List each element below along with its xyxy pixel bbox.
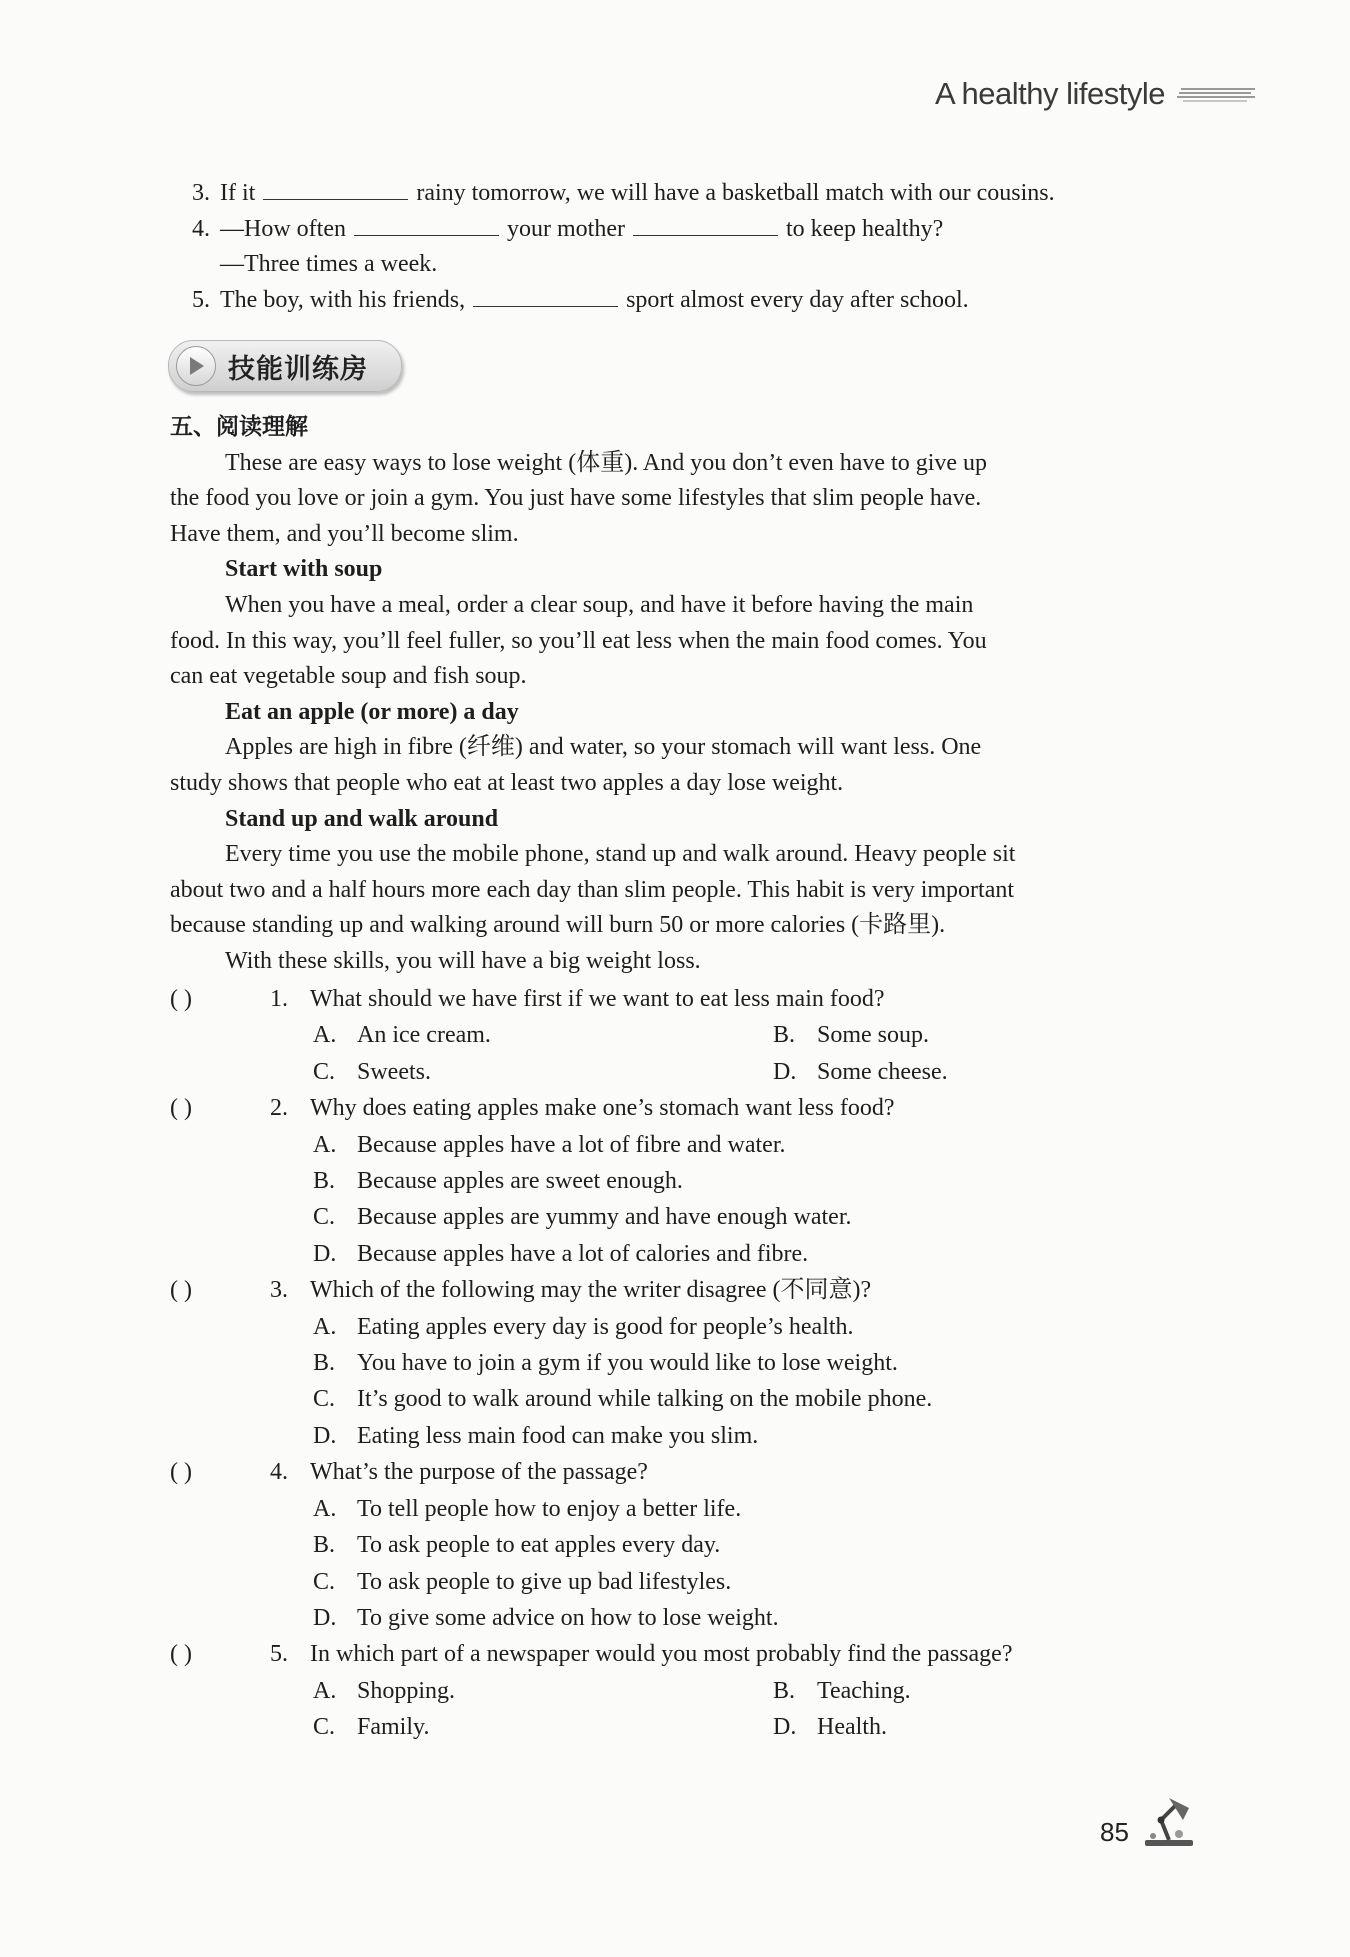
option-c[interactable]: C. Because apples are yummy and have enough water. [313, 1204, 852, 1231]
question-text: Why does eating apples make one’s stomach want less food? [310, 1095, 895, 1122]
passage-line: These are easy ways to lose weight (体重). And you don’t even have to give up [225, 449, 988, 476]
option-b[interactable]: B. You have to join a gym if you would like to lose weight. [313, 1350, 898, 1377]
option-d[interactable]: D. Some cheese. [773, 1058, 948, 1085]
passage-line: food. In this way, you’ll feel fuller, so you’ll eat less when the main food comes. You [170, 627, 987, 654]
option-b[interactable]: B. Because apples are sweet enough. [313, 1168, 683, 1195]
question-text: What should we have first if we want to eat less main food? [310, 986, 885, 1012]
option-a[interactable]: A. Because apples have a lot of fibre and water. [313, 1131, 786, 1158]
passage-line: When you have a meal, order a clear soup, and have it before having the main [225, 591, 974, 618]
section-badge [168, 340, 402, 392]
passage-heading: Start with soup [225, 556, 383, 583]
exercise-item-4: 4. —How often your mother to keep healthy? [192, 215, 944, 242]
answer-blank[interactable] [354, 217, 499, 236]
option-c[interactable]: C. To ask people to give up bad lifestyles. [313, 1568, 732, 1595]
question-text: Which of the following may the writer disagree (不同意)? [310, 1277, 872, 1304]
fill-blank-exercise [170, 176, 1200, 318]
answer-blank[interactable] [473, 288, 618, 307]
answer-bracket[interactable]: ( ) [170, 1641, 192, 1668]
exercise-item-4-reply: —Three times a week. [220, 251, 438, 278]
answer-bracket[interactable]: ( ) [170, 1459, 192, 1486]
option-c[interactable]: C. It’s good to walk around while talking on the mobile phone. [313, 1386, 933, 1413]
option-b[interactable]: B. To ask people to eat apples every day. [313, 1532, 721, 1559]
header-lines-decoration [1177, 83, 1255, 105]
page-number: 85 [1100, 1817, 1129, 1847]
option-a[interactable]: A. Eating apples every day is good for people’s health. [313, 1313, 854, 1340]
answer-bracket[interactable]: ( ) [170, 1277, 192, 1304]
question-2: ( ) 2. Why does eating apples make one’s stomach want less food? [170, 1090, 1200, 1126]
exercise-item-5: 5. The boy, with his friends, sport almost every day after school. [192, 286, 969, 313]
option-c[interactable]: C. Sweets. [313, 1058, 431, 1085]
passage-line: about two and a half hours more each day than slim people. This habit is very important [170, 876, 1015, 903]
section-badge-label: 技能训练房 [228, 353, 368, 385]
question-list [170, 981, 1200, 1746]
question-1: ( ) 1. What should we have first if we want to eat less main food? [170, 981, 1200, 1017]
passage-heading: Eat an apple (or more) a day [225, 698, 519, 725]
question-4: ( ) 4. What’s the purpose of the passage? [170, 1454, 1200, 1490]
passage-line: the food you love or join a gym. You just have some lifestyles that slim people have. [170, 485, 982, 512]
option-d[interactable]: D. Eating less main food can make you slim. [313, 1422, 759, 1449]
exercise-item-3: 3. If it rainy tomorrow, we will have a basketball match with our cousins. [192, 180, 1055, 206]
answer-blank[interactable] [263, 181, 408, 200]
option-b[interactable]: B. Teaching. [773, 1677, 911, 1704]
passage-line: because standing up and walking around will burn 50 or more calories (卡路里). [170, 912, 946, 939]
passage-heading: Stand up and walk around [225, 805, 499, 832]
answer-bracket[interactable]: ( ) [170, 1095, 192, 1122]
passage-line: study shows that people who eat at least two apples a day lose weight. [170, 769, 844, 796]
passage-line: Apples are high in fibre (纤维) and water, so your stomach will want less. One [225, 734, 982, 761]
reading-passage [170, 410, 1200, 980]
answer-bracket[interactable]: ( ) [170, 986, 192, 1012]
question-5: ( ) 5. In which part of a newspaper would you most probably find the passage? [170, 1636, 1200, 1672]
chapter-title: A healthy lifestyle [934, 76, 1165, 111]
question-text: What’s the purpose of the passage? [310, 1459, 648, 1486]
page-header [935, 76, 1255, 112]
question-3: ( ) 3. Which of the following may the writer disagree (不同意)? [170, 1272, 1200, 1308]
desk-lamp-icon [1139, 1792, 1197, 1850]
option-a[interactable]: A. To tell people how to enjoy a better life. [313, 1495, 742, 1522]
passage-closing: With these skills, you will have a big weight loss. [225, 947, 701, 974]
option-d[interactable]: D. Because apples have a lot of calories and fibre. [313, 1240, 809, 1267]
option-a[interactable]: A. An ice cream. [313, 1022, 491, 1049]
passage-line: Have them, and you’ll become slim. [170, 520, 519, 547]
option-c[interactable]: C. Family. [313, 1714, 430, 1741]
question-text: In which part of a newspaper would you most probably find the passage? [310, 1641, 1013, 1668]
option-b[interactable]: B. Some soup. [773, 1022, 930, 1049]
option-a[interactable]: A. Shopping. [313, 1677, 456, 1704]
page-footer [1100, 1792, 1197, 1850]
play-icon [176, 346, 216, 386]
passage-line: can eat vegetable soup and fish soup. [170, 663, 527, 690]
passage-line: Every time you use the mobile phone, stand up and walk around. Heavy people sit [225, 841, 1016, 868]
option-d[interactable]: D. To give some advice on how to lose weight. [313, 1604, 779, 1631]
answer-blank[interactable] [633, 217, 778, 236]
option-d[interactable]: D. Health. [773, 1714, 887, 1741]
section-title: 五、阅读理解 [170, 414, 308, 440]
